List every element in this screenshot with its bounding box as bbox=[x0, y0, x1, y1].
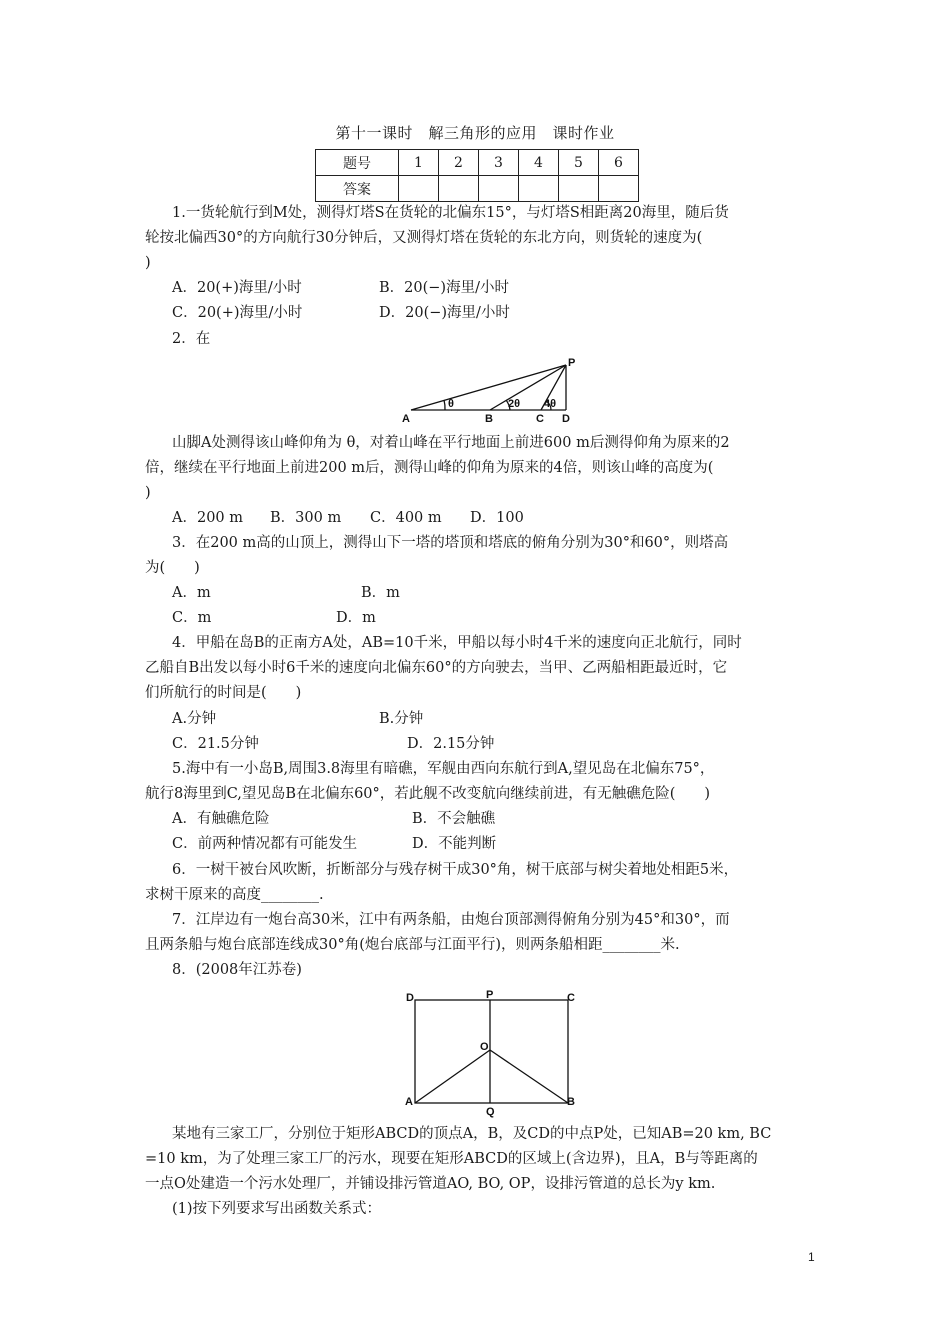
option-c: C．400 m bbox=[370, 510, 442, 526]
option-c: C．前两种情况都有可能发生 bbox=[172, 836, 358, 852]
question-4-text: 们所航行的时间是( ) bbox=[145, 685, 302, 701]
label-b: B bbox=[485, 413, 493, 425]
question-2-intro: 2．在 bbox=[172, 331, 211, 347]
option-d: D．100 bbox=[470, 510, 524, 526]
label-a: A bbox=[402, 413, 410, 425]
answer-cell bbox=[479, 176, 519, 202]
option-a: A．m bbox=[172, 585, 211, 601]
label-d: D bbox=[562, 413, 570, 425]
option-c: C．m bbox=[172, 610, 212, 626]
question-8-intro: 8．(2008年江苏卷) bbox=[172, 962, 302, 978]
answer-table bbox=[315, 149, 639, 202]
question-8-text: 某地有三家工厂，分别位于矩形ABCD的顶点A，B，及CD的中点P处，已知AB=20 km, BC bbox=[172, 1126, 772, 1142]
option-b: B．m bbox=[361, 585, 400, 601]
page-number: 1 bbox=[808, 1250, 815, 1264]
option-a: A．20(+)海里/小时 bbox=[172, 280, 302, 296]
question-7-text: 7．江岸边有一炮台高30米，江中有两条船，由炮台顶部测得俯角分别为45°和30°，而 bbox=[172, 912, 730, 928]
label-c: C bbox=[567, 992, 575, 1004]
answer-cell bbox=[519, 176, 559, 202]
label-p: P bbox=[486, 989, 494, 1001]
question-8-subpart: (1)按下列要求写出函数关系式： bbox=[172, 1201, 382, 1217]
angle-4theta-label: 4θ bbox=[544, 398, 557, 410]
answer-cell bbox=[439, 176, 479, 202]
option-a: A．有触礁危险 bbox=[172, 811, 270, 827]
table-header-cell: 题号 bbox=[316, 150, 399, 176]
question-5-text: 5.海中有一小岛B,周围3.8海里有暗礁，军舰由西向东航行到A,望见岛在北偏东75°， bbox=[172, 761, 715, 777]
answer-cell bbox=[599, 176, 639, 202]
option-b: B.分钟 bbox=[379, 711, 424, 727]
question-1-text: 轮按北偏西30°的方向航行30分钟后，又测得灯塔在货轮的东北方向，则货轮的速度为( bbox=[145, 230, 703, 246]
label-q: Q bbox=[486, 1106, 495, 1118]
option-d: D．不能判断 bbox=[412, 836, 497, 852]
table-row bbox=[316, 150, 639, 176]
option-d: D．2.15分钟 bbox=[407, 736, 495, 752]
table-row bbox=[316, 176, 639, 202]
answer-cell bbox=[399, 176, 439, 202]
question-number-cell: 2 bbox=[439, 150, 479, 176]
question-6-text: 6．一树干被台风吹断，折断部分与残存树干成30°角，树干底部与树尖着地处相距5米， bbox=[172, 862, 739, 878]
page-title: 第十一课时 解三角形的应用 课时作业 bbox=[335, 124, 615, 142]
option-c: C．20(+)海里/小时 bbox=[172, 305, 303, 321]
angle-2theta-label: 2θ bbox=[508, 398, 521, 410]
table-header-cell: 答案 bbox=[316, 176, 399, 202]
option-c: C．21.5分钟 bbox=[172, 736, 259, 752]
question-1-text: ) bbox=[145, 255, 151, 271]
option-d: D．m bbox=[336, 610, 376, 626]
question-number-cell: 3 bbox=[479, 150, 519, 176]
label-o: O bbox=[480, 1041, 489, 1053]
label-p: P bbox=[568, 357, 576, 369]
question-number-cell: 1 bbox=[399, 150, 439, 176]
question-4-text: 乙船自B出发以每小时6千米的速度向北偏东60°的方向驶去，当甲、乙两船相距最近时，它 bbox=[145, 660, 728, 676]
option-a: A.分钟 bbox=[172, 711, 217, 727]
question-3-text: 3．在200 m高的山顶上，测得山下一塔的塔顶和塔底的俯角分别为30°和60°，则塔高 bbox=[172, 535, 729, 551]
question-5-text: 航行8海里到C,望见岛B在北偏东60°，若此舰不改变航向继续前进，有无触礁危险( ) bbox=[145, 786, 711, 802]
label-a: A bbox=[405, 1096, 413, 1108]
angle-theta-label: θ bbox=[448, 398, 454, 410]
question-1-text: 1.一货轮航行到M处，测得灯塔S在货轮的北偏东15°，与灯塔S相距离20海里，随后货 bbox=[172, 205, 729, 221]
question-2-text: 山脚A处测得该山峰仰角为 θ，对着山峰在平行地面上前进600 m后测得仰角为原来的2 bbox=[172, 435, 730, 451]
label-b: B bbox=[567, 1096, 575, 1108]
question-number-cell: 6 bbox=[599, 150, 639, 176]
option-b: B．300 m bbox=[270, 510, 342, 526]
rectangle-factory-figure bbox=[400, 988, 586, 1118]
question-4-text: 4．甲船在岛B的正南方A处，AB=10千米，甲船以每小时4千米的速度向正北航行，同时 bbox=[172, 635, 742, 651]
option-d: D．20(−)海里/小时 bbox=[379, 305, 510, 321]
label-c: C bbox=[536, 413, 544, 425]
question-3-text: 为( ) bbox=[145, 560, 200, 576]
mountain-elevation-figure bbox=[400, 355, 590, 427]
question-8-text: =10 km，为了处理三家工厂的污水，现要在矩形ABCD的区域上(含边界)，且A，B与等距离的 bbox=[145, 1151, 758, 1167]
question-6-text: 求树干原来的高度________. bbox=[145, 887, 324, 903]
question-2-text: ) bbox=[145, 485, 151, 501]
question-2-text: 倍，继续在平行地面上前进200 m后，测得山峰的仰角为原来的4倍，则该山峰的高度为( bbox=[145, 460, 714, 476]
label-d: D bbox=[406, 992, 414, 1004]
answer-cell bbox=[559, 176, 599, 202]
option-a: A．200 m bbox=[172, 510, 244, 526]
question-number-cell: 5 bbox=[559, 150, 599, 176]
option-b: B．不会触礁 bbox=[412, 811, 496, 827]
option-b: B．20(−)海里/小时 bbox=[379, 280, 509, 296]
question-7-text: 且两条船与炮台底部连线成30°角(炮台底部与江面平行)，则两条船相距________米. bbox=[145, 937, 680, 953]
question-8-text: 一点O处建造一个污水处理厂，并铺设排污管道AO, BO, OP，设排污管道的总长为y km. bbox=[145, 1176, 716, 1192]
question-number-cell: 4 bbox=[519, 150, 559, 176]
